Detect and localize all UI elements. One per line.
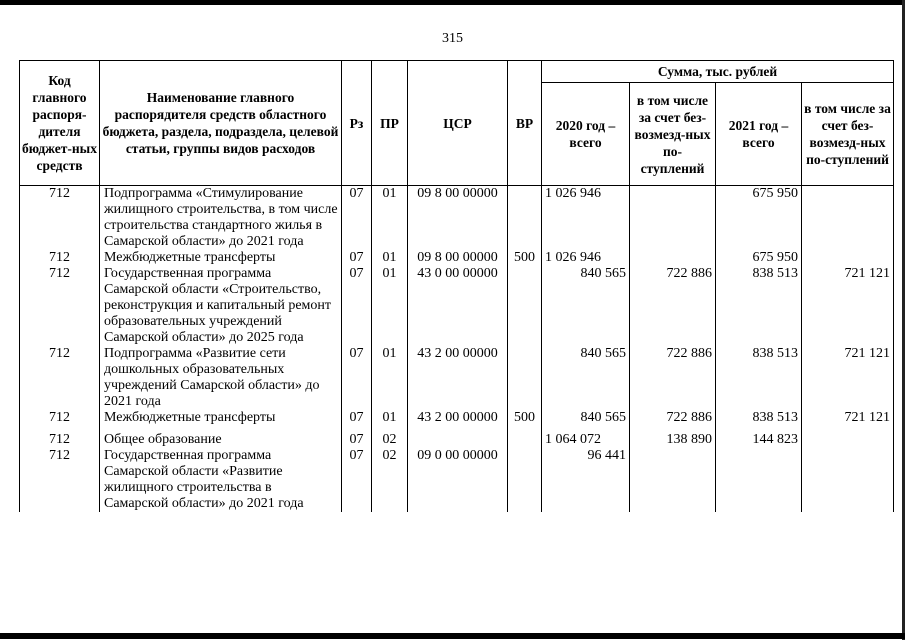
cell-pr: 01 bbox=[372, 410, 408, 426]
cell-name: Государственная программа Самарской области «Строительство, реконструкция и капитальный ремонт образовательных учреждений Самарской области» до 2025 года bbox=[100, 266, 342, 346]
cell-2021-grant: 721 121 bbox=[802, 266, 894, 346]
cell-vr bbox=[508, 186, 542, 251]
cell-vr bbox=[508, 266, 542, 346]
cell-code: 712 bbox=[20, 346, 100, 410]
cell-2021-grant bbox=[802, 250, 894, 266]
cell-code: 712 bbox=[20, 432, 100, 448]
cell-2021-total: 144 823 bbox=[716, 432, 802, 448]
cell-2021-total: 675 950 bbox=[716, 250, 802, 266]
cell-2020-grant: 138 890 bbox=[630, 432, 716, 448]
header-2020-grant: в том числе за счет без-возмезд-ных по-ступлений bbox=[630, 83, 716, 186]
cell-rz: 07 bbox=[342, 346, 372, 410]
table-row bbox=[20, 410, 894, 426]
header-2021-grant: в том числе за счет без-возмезд-ных по-ступлений bbox=[802, 83, 894, 186]
header-code: Код главного распоря-дителя бюджет-ных средств bbox=[20, 61, 100, 186]
cell-rz: 07 bbox=[342, 410, 372, 426]
table-header bbox=[20, 61, 894, 186]
cell-2021-total: 838 513 bbox=[716, 346, 802, 410]
cell-2020-grant bbox=[630, 250, 716, 266]
cell-2021-total: 675 950 bbox=[716, 186, 802, 251]
cell-2020-grant: 722 886 bbox=[630, 346, 716, 410]
cell-csr: 43 0 00 00000 bbox=[408, 266, 508, 346]
header-vr: ВР bbox=[508, 61, 542, 186]
cell-rz: 07 bbox=[342, 186, 372, 251]
cell-code: 712 bbox=[20, 448, 100, 512]
table-row bbox=[20, 250, 894, 266]
cell-2020-total: 1 064 072 bbox=[542, 432, 630, 448]
header-2021-total: 2021 год – всего bbox=[716, 83, 802, 186]
cell-pr: 01 bbox=[372, 186, 408, 251]
table-row bbox=[20, 346, 894, 410]
bottom-border-rule bbox=[0, 633, 905, 639]
budget-table bbox=[19, 60, 894, 512]
table-row bbox=[20, 186, 894, 251]
cell-vr: 500 bbox=[508, 250, 542, 266]
cell-csr bbox=[408, 432, 508, 448]
header-pr: ПР bbox=[372, 61, 408, 186]
cell-csr: 43 2 00 00000 bbox=[408, 346, 508, 410]
page-number: 315 bbox=[442, 31, 463, 46]
cell-2021-grant: 721 121 bbox=[802, 346, 894, 410]
top-border-rule bbox=[0, 0, 905, 5]
cell-name: Подпрограмма «Развитие сети дошкольных образовательных учреждений Самарской области» до 2021 года bbox=[100, 346, 342, 410]
cell-name: Межбюджетные трансферты bbox=[100, 250, 342, 266]
cell-2020-total: 96 441 bbox=[542, 448, 630, 512]
cell-2021-total: 838 513 bbox=[716, 410, 802, 426]
cell-2021-grant: 721 121 bbox=[802, 410, 894, 426]
cell-2021-grant bbox=[802, 432, 894, 448]
cell-pr: 01 bbox=[372, 250, 408, 266]
cell-2020-total: 840 565 bbox=[542, 346, 630, 410]
cell-csr: 09 0 00 00000 bbox=[408, 448, 508, 512]
cell-2020-grant: 722 886 bbox=[630, 410, 716, 426]
cell-rz: 07 bbox=[342, 432, 372, 448]
cell-2021-total bbox=[716, 448, 802, 512]
cell-2020-grant bbox=[630, 448, 716, 512]
cell-name: Межбюджетные трансферты bbox=[100, 410, 342, 426]
cell-pr: 02 bbox=[372, 432, 408, 448]
cell-name: Государственная программа Самарской области «Развитие жилищного строительства в Самарской области» до 2021 года bbox=[100, 448, 342, 512]
header-csr: ЦСР bbox=[408, 61, 508, 186]
cell-csr: 09 8 00 00000 bbox=[408, 250, 508, 266]
cell-pr: 02 bbox=[372, 448, 408, 512]
cell-2020-total: 1 026 946 bbox=[542, 250, 630, 266]
header-sum-group: Сумма, тыс. рублей bbox=[542, 61, 894, 83]
cell-2020-total: 840 565 bbox=[542, 410, 630, 426]
cell-rz: 07 bbox=[342, 448, 372, 512]
cell-pr: 01 bbox=[372, 266, 408, 346]
header-name: Наименование главного распорядителя средств областного бюджета, раздела, подраздела, целевой статьи, группы видов расходов bbox=[100, 61, 342, 186]
cell-csr: 09 8 00 00000 bbox=[408, 186, 508, 251]
cell-name: Общее образование bbox=[100, 432, 342, 448]
cell-name: Подпрограмма «Стимулирование жилищного строительства, в том числе строительства стандартного жилья в Самарской области» до 2021 года bbox=[100, 186, 342, 251]
table-row bbox=[20, 266, 894, 346]
cell-2021-grant bbox=[802, 186, 894, 251]
cell-rz: 07 bbox=[342, 250, 372, 266]
cell-2021-grant bbox=[802, 448, 894, 512]
table-row bbox=[20, 448, 894, 512]
cell-code: 712 bbox=[20, 410, 100, 426]
cell-csr: 43 2 00 00000 bbox=[408, 410, 508, 426]
cell-vr bbox=[508, 432, 542, 448]
cell-2021-total: 838 513 bbox=[716, 266, 802, 346]
cell-vr bbox=[508, 448, 542, 512]
cell-2020-total: 1 026 946 bbox=[542, 186, 630, 251]
header-2020-total: 2020 год – всего bbox=[542, 83, 630, 186]
cell-2020-grant bbox=[630, 186, 716, 251]
cell-pr: 01 bbox=[372, 346, 408, 410]
table-row bbox=[20, 432, 894, 448]
cell-2020-total: 840 565 bbox=[542, 266, 630, 346]
cell-vr bbox=[508, 346, 542, 410]
cell-code: 712 bbox=[20, 266, 100, 346]
cell-code: 712 bbox=[20, 186, 100, 251]
cell-vr: 500 bbox=[508, 410, 542, 426]
cell-code: 712 bbox=[20, 250, 100, 266]
table-body bbox=[20, 186, 894, 513]
header-rz: Рз bbox=[342, 61, 372, 186]
cell-2020-grant: 722 886 bbox=[630, 266, 716, 346]
cell-rz: 07 bbox=[342, 266, 372, 346]
